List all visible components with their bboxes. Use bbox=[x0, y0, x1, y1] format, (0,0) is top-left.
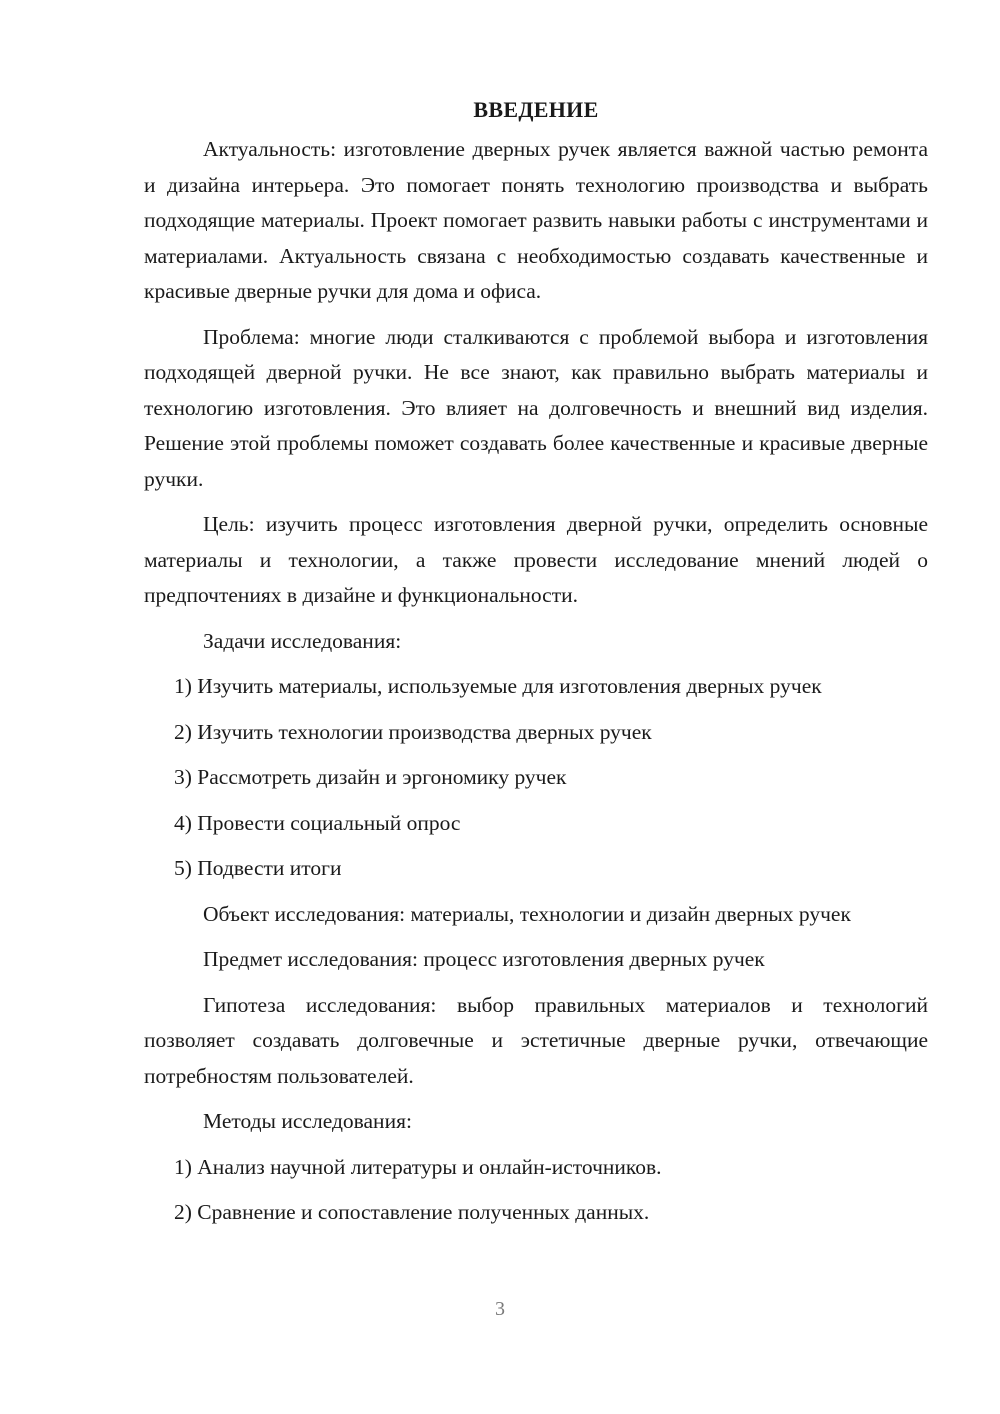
task-item: 1) Изучить материалы, используемые для изготовления дверных ручек bbox=[174, 674, 822, 698]
methods-heading: Методы исследования: bbox=[203, 1109, 412, 1133]
goal-paragraph: Цель: изучить процесс изготовления дверной ручки, определить основные материалы и технологии, а также провести исследование мнений людей о предпочтениях в дизайне и функциональности. bbox=[144, 512, 928, 607]
task-item: 3) Рассмотреть дизайн и эргономику ручек bbox=[174, 765, 567, 789]
method-item: 1) Анализ научной литературы и онлайн-источников. bbox=[174, 1154, 662, 1179]
page-number: 3 bbox=[495, 1298, 505, 1320]
task-item: 4) Провести социальный опрос bbox=[174, 810, 461, 835]
relevance-paragraph: Актуальность: изготовление дверных ручек является важной частью ремонта и дизайна интерьера. Это помогает понять технологию производства и выбрать подходящие материалы. Проект помогает развить навыки работы с инструментами и материалами. Актуальность связана с необходимостью создавать качественные и красивые дверные ручки для дома и офиса. bbox=[144, 137, 928, 303]
document-page bbox=[144, 95, 928, 1241]
hypothesis-paragraph: Гипотеза исследования: выбор правильных материалов и технологий позволяет создавать долговечные и эстетичные дверные ручки, отвечающие потребностям пользователей. bbox=[144, 992, 928, 1088]
tasks-heading: Задачи исследования: bbox=[203, 628, 402, 653]
object-paragraph: Объект исследования: материалы, технологии и дизайн дверных ручек bbox=[203, 901, 851, 926]
methods-list bbox=[144, 1150, 928, 1231]
page-title: ВВЕДЕНИЕ bbox=[473, 97, 599, 122]
tasks-list bbox=[144, 669, 928, 887]
task-item: 2) Изучить технологии производства дверных ручек bbox=[174, 719, 652, 744]
subject-paragraph: Предмет исследования: процесс изготовления дверных ручек bbox=[203, 947, 765, 971]
task-item: 5) Подвести итоги bbox=[174, 856, 342, 880]
method-item: 2) Сравнение и сопоставление полученных данных. bbox=[174, 1200, 650, 1224]
problem-paragraph: Проблема: многие люди сталкиваются с проблемой выбора и изготовления подходящей дверной ручки. Не все знают, как правильно выбрать материалы и технологию изготовления. Это влияет на долговечность и внешний вид изделия. Решение этой проблемы поможет создавать более качественные и красивые дверные ручки. bbox=[144, 324, 928, 491]
